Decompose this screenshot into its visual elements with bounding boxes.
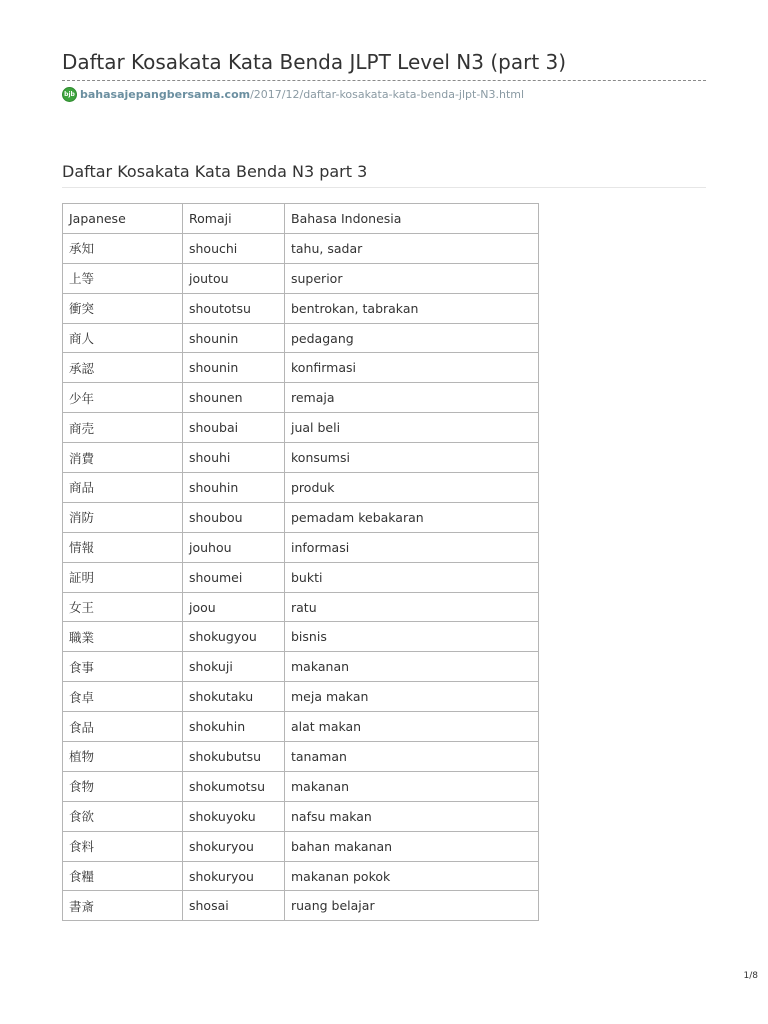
cell-romaji: shoutotsu xyxy=(183,293,285,323)
cell-romaji: shouhi xyxy=(183,443,285,473)
cell-indonesian: bahan makanan xyxy=(285,831,539,861)
table-row xyxy=(63,502,539,532)
cell-indonesian: nafsu makan xyxy=(285,801,539,831)
cell-japanese: 衝突 xyxy=(63,293,183,323)
table-row xyxy=(63,353,539,383)
title-divider xyxy=(62,80,706,81)
table-row xyxy=(63,801,539,831)
cell-indonesian: jual beli xyxy=(285,413,539,443)
cell-indonesian: konsumsi xyxy=(285,443,539,473)
page-number: 1/8 xyxy=(743,971,758,981)
cell-indonesian: pemadam kebakaran xyxy=(285,502,539,532)
cell-japanese: 承知 xyxy=(63,233,183,263)
table-row xyxy=(63,383,539,413)
cell-indonesian: pedagang xyxy=(285,323,539,353)
cell-indonesian: informasi xyxy=(285,532,539,562)
cell-romaji: shoubai xyxy=(183,413,285,443)
table-row xyxy=(63,323,539,353)
cell-romaji: joou xyxy=(183,592,285,622)
cell-romaji: shoubou xyxy=(183,502,285,532)
cell-romaji: shokutaku xyxy=(183,682,285,712)
cell-romaji: shokuyoku xyxy=(183,801,285,831)
cell-romaji: shokuryou xyxy=(183,831,285,861)
cell-japanese: 食欲 xyxy=(63,801,183,831)
table-row xyxy=(63,891,539,921)
table-row xyxy=(63,293,539,323)
cell-indonesian: konfirmasi xyxy=(285,353,539,383)
cell-indonesian: bukti xyxy=(285,562,539,592)
table-row xyxy=(63,682,539,712)
source-link[interactable] xyxy=(62,85,524,103)
table-row xyxy=(63,592,539,622)
table-row xyxy=(63,233,539,263)
cell-japanese: 情報 xyxy=(63,532,183,562)
table-row xyxy=(63,861,539,891)
cell-romaji: shosai xyxy=(183,891,285,921)
cell-japanese: 女王 xyxy=(63,592,183,622)
cell-japanese: 職業 xyxy=(63,622,183,652)
section-heading: Daftar Kosakata Kata Benda N3 part 3 xyxy=(62,162,368,181)
cell-romaji: jouhou xyxy=(183,532,285,562)
table-row xyxy=(63,413,539,443)
cell-indonesian: ratu xyxy=(285,592,539,622)
table-row xyxy=(63,443,539,473)
cell-japanese: 植物 xyxy=(63,742,183,772)
cell-japanese: 消費 xyxy=(63,443,183,473)
page-title: Daftar Kosakata Kata Benda JLPT Level N3 (part 3) xyxy=(62,50,567,74)
cell-japanese: 承認 xyxy=(63,353,183,383)
table-row xyxy=(63,712,539,742)
table-row xyxy=(63,532,539,562)
cell-indonesian: remaja xyxy=(285,383,539,413)
table-row xyxy=(63,473,539,503)
cell-romaji: shounen xyxy=(183,383,285,413)
vocabulary-table xyxy=(62,203,539,921)
cell-romaji: joutou xyxy=(183,263,285,293)
cell-romaji: shokumotsu xyxy=(183,771,285,801)
cell-japanese: 食糧 xyxy=(63,861,183,891)
cell-romaji: shokuryou xyxy=(183,861,285,891)
cell-japanese: 食品 xyxy=(63,712,183,742)
table-row xyxy=(63,831,539,861)
cell-japanese: 商人 xyxy=(63,323,183,353)
header-japanese: Japanese xyxy=(63,204,183,234)
cell-indonesian: ruang belajar xyxy=(285,891,539,921)
cell-romaji: shokugyou xyxy=(183,622,285,652)
cell-japanese: 少年 xyxy=(63,383,183,413)
cell-japanese: 食卓 xyxy=(63,682,183,712)
cell-indonesian: produk xyxy=(285,473,539,503)
cell-japanese: 食事 xyxy=(63,652,183,682)
cell-indonesian: bentrokan, tabrakan xyxy=(285,293,539,323)
cell-indonesian: makanan xyxy=(285,652,539,682)
cell-japanese: 上等 xyxy=(63,263,183,293)
section-divider xyxy=(62,187,706,188)
table-row xyxy=(63,562,539,592)
table-row xyxy=(63,652,539,682)
cell-japanese: 商品 xyxy=(63,473,183,503)
cell-indonesian: makanan xyxy=(285,771,539,801)
cell-romaji: shounin xyxy=(183,323,285,353)
site-logo-icon: bjb xyxy=(62,87,77,102)
header-romaji: Romaji xyxy=(183,204,285,234)
table-row xyxy=(63,742,539,772)
cell-japanese: 食物 xyxy=(63,771,183,801)
cell-indonesian: tahu, sadar xyxy=(285,233,539,263)
cell-japanese: 証明 xyxy=(63,562,183,592)
cell-romaji: shokuji xyxy=(183,652,285,682)
cell-indonesian: meja makan xyxy=(285,682,539,712)
cell-japanese: 商売 xyxy=(63,413,183,443)
table-row xyxy=(63,622,539,652)
header-indonesian: Bahasa Indonesia xyxy=(285,204,539,234)
cell-romaji: shouhin xyxy=(183,473,285,503)
cell-romaji: shokubutsu xyxy=(183,742,285,772)
cell-romaji: shokuhin xyxy=(183,712,285,742)
cell-romaji: shoumei xyxy=(183,562,285,592)
table-row xyxy=(63,263,539,293)
cell-japanese: 食料 xyxy=(63,831,183,861)
source-path: /2017/12/daftar-kosakata-kata-benda-jlpt-N3.html xyxy=(250,87,525,101)
cell-japanese: 書斎 xyxy=(63,891,183,921)
cell-romaji: shouchi xyxy=(183,233,285,263)
cell-indonesian: makanan pokok xyxy=(285,861,539,891)
cell-indonesian: alat makan xyxy=(285,712,539,742)
cell-japanese: 消防 xyxy=(63,502,183,532)
table-header-row xyxy=(63,204,539,234)
source-domain: bahasajepangbersama.com xyxy=(80,87,251,101)
cell-indonesian: tanaman xyxy=(285,742,539,772)
table-row xyxy=(63,771,539,801)
cell-indonesian: bisnis xyxy=(285,622,539,652)
cell-indonesian: superior xyxy=(285,263,539,293)
cell-romaji: shounin xyxy=(183,353,285,383)
